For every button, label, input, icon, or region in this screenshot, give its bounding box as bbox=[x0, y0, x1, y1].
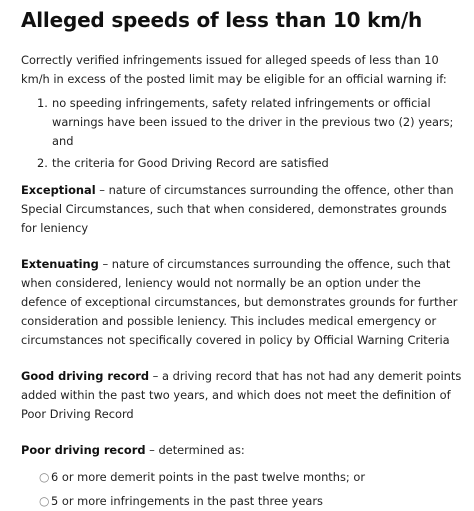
bullet-icon: ○ bbox=[39, 494, 50, 508]
criteria-item bbox=[37, 154, 462, 173]
definition-term: Poor driving record bbox=[21, 443, 146, 457]
definition-extenuating bbox=[21, 255, 462, 350]
criteria-text: no speeding infringements, safety related infringements or official warnings have been issued to the driver in the previous two (2) years; and bbox=[52, 96, 454, 148]
definition-poor-driving-record bbox=[21, 441, 462, 460]
definition-exceptional bbox=[21, 181, 462, 238]
definition-term: Exceptional bbox=[21, 183, 96, 197]
criteria-list bbox=[21, 94, 462, 173]
definition-term: Extenuating bbox=[21, 257, 99, 271]
list-item-text: 5 or more infringements in the past three years bbox=[51, 494, 323, 508]
criteria-item bbox=[37, 94, 462, 151]
list-item-text: 6 or more demerit points in the past twelve months; or bbox=[51, 470, 366, 484]
definition-body: – a driving record that has not had any demerit points added within the past two years, and which does not meet the definition of Poor Driving Record bbox=[21, 369, 462, 421]
list-item bbox=[39, 492, 462, 511]
criteria-number: 2. bbox=[37, 156, 48, 170]
definition-term: Good driving record bbox=[21, 369, 150, 383]
list-item bbox=[39, 468, 462, 487]
definition-body: – nature of circumstances surrounding the offence, other than Special Circumstances, such that when considered, demonstrates grounds for leniency bbox=[21, 183, 454, 235]
intro-paragraph: Correctly verified infringements issued for alleged speeds of less than 10 km/h in excess of the posted limit may be eligible for an official warning if: bbox=[21, 53, 447, 86]
definition-body: – nature of circumstances surrounding the offence, such that when considered, leniency would not normally be an option under the defence of exceptional circumstances, but demonstrates grounds for further consideration and possible leniency. This includes medical emergency or circumstances not specifically covered in policy by Official Warning Criteria bbox=[21, 257, 458, 347]
bullet-icon: ○ bbox=[39, 470, 50, 484]
criteria-number: 1. bbox=[37, 96, 48, 110]
criteria-text: the criteria for Good Driving Record are satisfied bbox=[52, 156, 329, 170]
page-title: Alleged speeds of less than 10 km/h bbox=[21, 8, 423, 32]
poor-driving-list bbox=[21, 468, 462, 511]
definition-body: – determined as: bbox=[145, 443, 245, 457]
definition-good-driving-record bbox=[21, 367, 462, 424]
